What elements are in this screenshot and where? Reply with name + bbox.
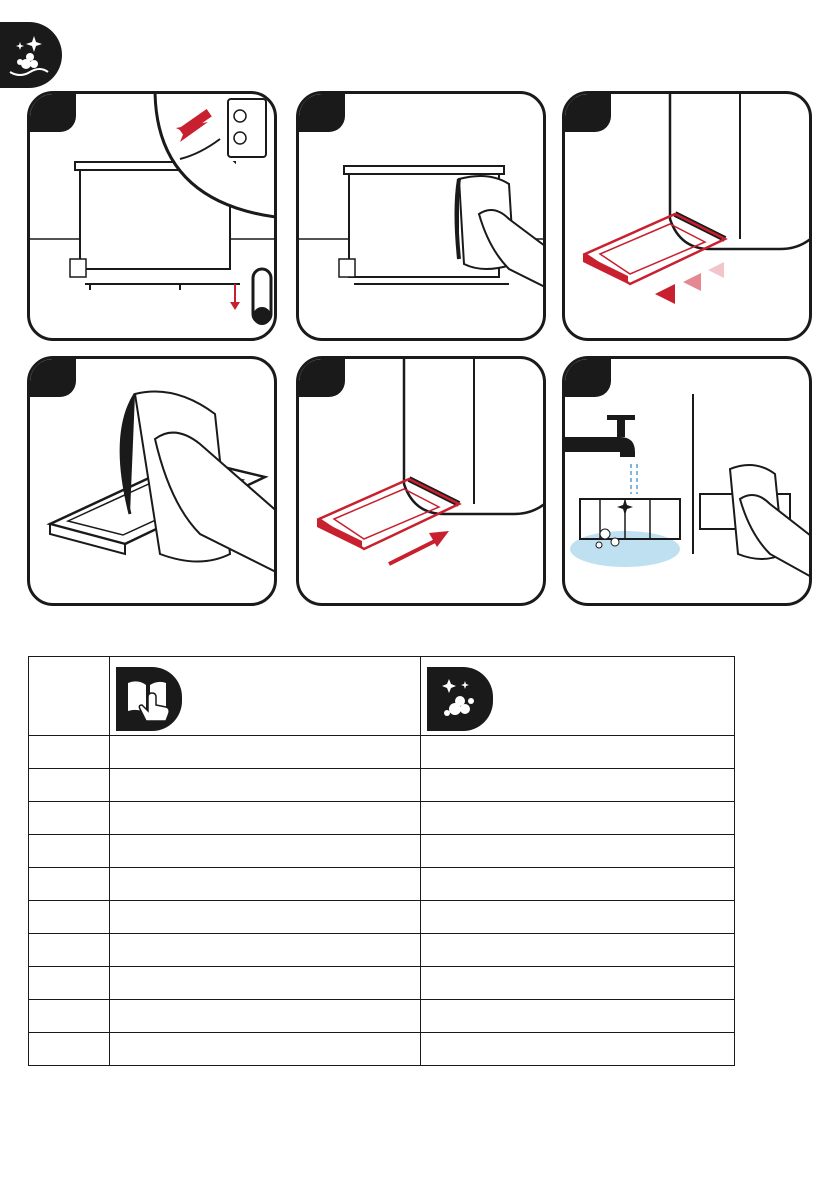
table-cell — [29, 769, 110, 802]
unplug-and-cool-illustration — [30, 94, 277, 341]
step-number-badge — [299, 359, 345, 397]
cleaning-sparkle-icon — [6, 32, 50, 80]
header-cell-manual — [110, 657, 421, 736]
step-panel-3 — [562, 91, 812, 341]
table-cell — [110, 1000, 421, 1033]
table-cell — [421, 835, 735, 868]
table-cell — [421, 1000, 735, 1033]
table-cell — [29, 1000, 110, 1033]
wipe-exterior-illustration — [299, 94, 546, 341]
cleaning-sparkle-icon — [427, 667, 493, 731]
legend-table — [28, 656, 735, 1066]
table-cell — [421, 934, 735, 967]
table-row — [29, 901, 735, 934]
table-cell — [29, 835, 110, 868]
table-row — [29, 967, 735, 1000]
table-cell — [421, 736, 735, 769]
step-number-badge — [565, 359, 611, 397]
step-panel-6 — [562, 356, 812, 606]
table-cell — [110, 934, 421, 967]
table-cell — [110, 802, 421, 835]
table-cell — [110, 769, 421, 802]
manual-hand-icon — [116, 667, 182, 731]
table-row — [29, 769, 735, 802]
table-cell — [421, 1033, 735, 1066]
table-cell — [29, 736, 110, 769]
insert-crumb-tray-illustration — [299, 359, 546, 606]
table-cell — [110, 1033, 421, 1066]
table-cell — [110, 868, 421, 901]
table-cell — [421, 967, 735, 1000]
table-cell — [29, 868, 110, 901]
table-cell — [421, 802, 735, 835]
table-cell — [421, 769, 735, 802]
table-cell — [29, 901, 110, 934]
table-row — [29, 835, 735, 868]
table-cell — [29, 934, 110, 967]
table-cell — [421, 868, 735, 901]
table-row — [29, 934, 735, 967]
step-panel-5 — [296, 356, 546, 606]
table-cell — [110, 736, 421, 769]
table-row — [29, 1033, 735, 1066]
cleaning-badge — [0, 22, 62, 88]
step-number-badge — [299, 94, 345, 132]
step-number-badge — [565, 94, 611, 132]
step-panel-4 — [27, 356, 277, 606]
table-row — [29, 868, 735, 901]
legend-header-row — [29, 657, 735, 736]
header-cell-cleaning — [421, 657, 735, 736]
table-row — [29, 736, 735, 769]
table-cell — [29, 802, 110, 835]
step-number-badge — [30, 359, 76, 397]
table-cell — [29, 1033, 110, 1066]
table-row — [29, 802, 735, 835]
wipe-crumb-tray-illustration — [30, 359, 277, 606]
step-panel-2 — [296, 91, 546, 341]
step-number-badge — [30, 94, 76, 132]
header-cell-empty — [29, 657, 110, 736]
table-cell — [110, 901, 421, 934]
table-cell — [29, 967, 110, 1000]
wash-and-dry-rack-illustration — [565, 359, 812, 606]
table-cell — [110, 835, 421, 868]
step-panel-1 — [27, 91, 277, 341]
table-row — [29, 1000, 735, 1033]
table-cell — [421, 901, 735, 934]
remove-crumb-tray-illustration — [565, 94, 812, 341]
table-cell — [110, 967, 421, 1000]
